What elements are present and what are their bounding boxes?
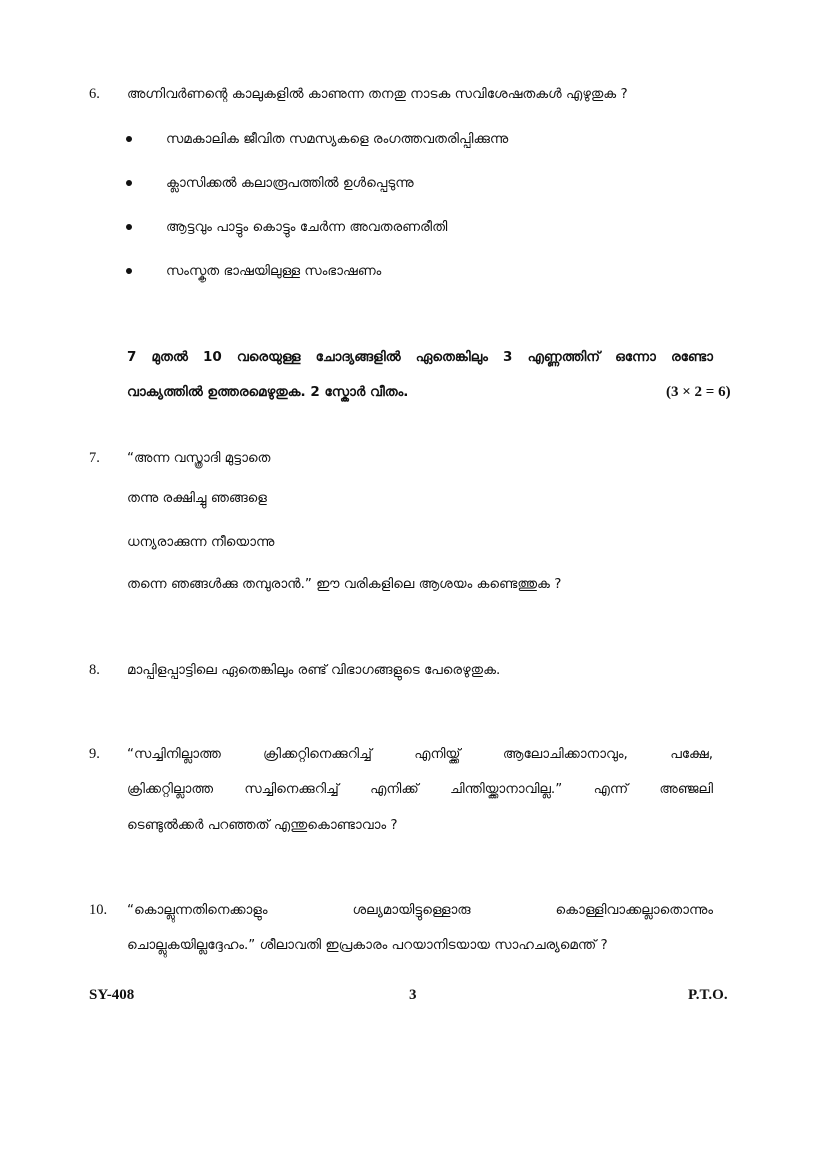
question-7-line-4: തന്നെ ഞങ്ങൾക്കു തമ്പുരാൻ.” ഈ വരികളിലെ ആശയം കണ്ടെത്തുക ?: [127, 576, 562, 592]
question-7-line-3: ധന്യരാക്കുന്ന നീയൊന്നു: [127, 534, 275, 550]
bullet-icon: [126, 136, 132, 142]
question-8-number: 8.: [89, 662, 100, 678]
question-7-line-2: തന്നു രക്ഷിച്ചു ഞങ്ങളെ: [127, 490, 267, 506]
question-6-text: അഗ്നിവർണന്റെ കാലുകളിൽ കാണുന്ന തനതു നാടക സവിശേഷതകൾ എഴുതുക ?: [127, 86, 628, 102]
question-6-option-2: ക്ലാസിക്കൽ കലാരൂപത്തിൽ ഉൾപ്പെടുന്നു: [166, 175, 414, 191]
section-marks: (3 × 2 = 6): [666, 384, 731, 400]
question-6-option-3: ആട്ടവും പാട്ടും കൊട്ടും ചേർന്ന അവതരണരീതി: [166, 219, 448, 235]
bullet-icon: [126, 224, 132, 230]
question-6-option-4: സംസ്കൃത ഭാഷയിലുള്ള സംഭാഷണം: [166, 263, 382, 279]
question-7-number: 7.: [89, 450, 100, 466]
bullet-icon: [126, 180, 132, 186]
question-6-number: 6.: [89, 86, 100, 102]
question-7-line-1: “അന്ന വസ്ത്രാദി മുട്ടാതെ: [127, 450, 271, 466]
question-6-option-1: സമകാലിക ജീവിത സമസ്യകളെ രംഗത്തവതരിപ്പിക്കുന്നു: [166, 131, 509, 147]
section-instruction-line-2: വാക്യത്തിൽ ഉത്തരമെഴുതുക. 2 സ്കോർ വീതം.: [127, 384, 409, 400]
question-10-number: 10.: [89, 902, 108, 918]
question-9-line-3: ടെണ്ടുൽക്കർ പറഞ്ഞത് എന്തുകൊണ്ടാവാം ?: [127, 817, 398, 833]
question-9-line-2: ക്രിക്കറ്റില്ലാത്ത സച്ചിനെക്കുറിച്ച് എനിക്ക് ചിന്തിയ്ക്കാനാവില്ല.” എന്ന് അഞ്ജലി: [127, 781, 713, 797]
question-9-number: 9.: [89, 746, 100, 762]
question-8-text: മാപ്പിളപ്പാട്ടിലെ ഏതെങ്കിലും രണ്ട് വിഭാഗങ്ങളുടെ പേരെഴുതുക.: [127, 662, 501, 678]
bullet-icon: [126, 268, 132, 274]
question-10-line-2: ചൊല്ലുകയില്ലദ്ദേഹം.” ശീലാവതി ഇപ്രകാരം പറയാനിടയായ സാഹചര്യമെന്ത് ?: [127, 937, 608, 953]
question-9-line-1: “സച്ചിനില്ലാത്ത ക്രിക്കറ്റിനെക്കുറിച്ച് എനിയ്ക്ക് ആലോചിക്കാനാവും, പക്ഷേ,: [127, 746, 713, 762]
question-10-line-1: “കൊല്ലുന്നതിനെക്കാളും ശല്യമായിട്ടുള്ളൊരു കൊള്ളിവാക്കല്ലാതൊന്നും: [127, 902, 713, 918]
page-number: 3: [409, 987, 417, 1003]
please-turn-over: P.T.O.: [688, 987, 728, 1003]
section-instruction-line-1: 7 മുതൽ 10 വരെയുള്ള ചോദ്യങ്ങളിൽ ഏതെങ്കിലും 3 എണ്ണത്തിന് ഒന്നോ രണ്ടോ: [127, 349, 713, 365]
paper-code: SY-408: [89, 987, 135, 1003]
